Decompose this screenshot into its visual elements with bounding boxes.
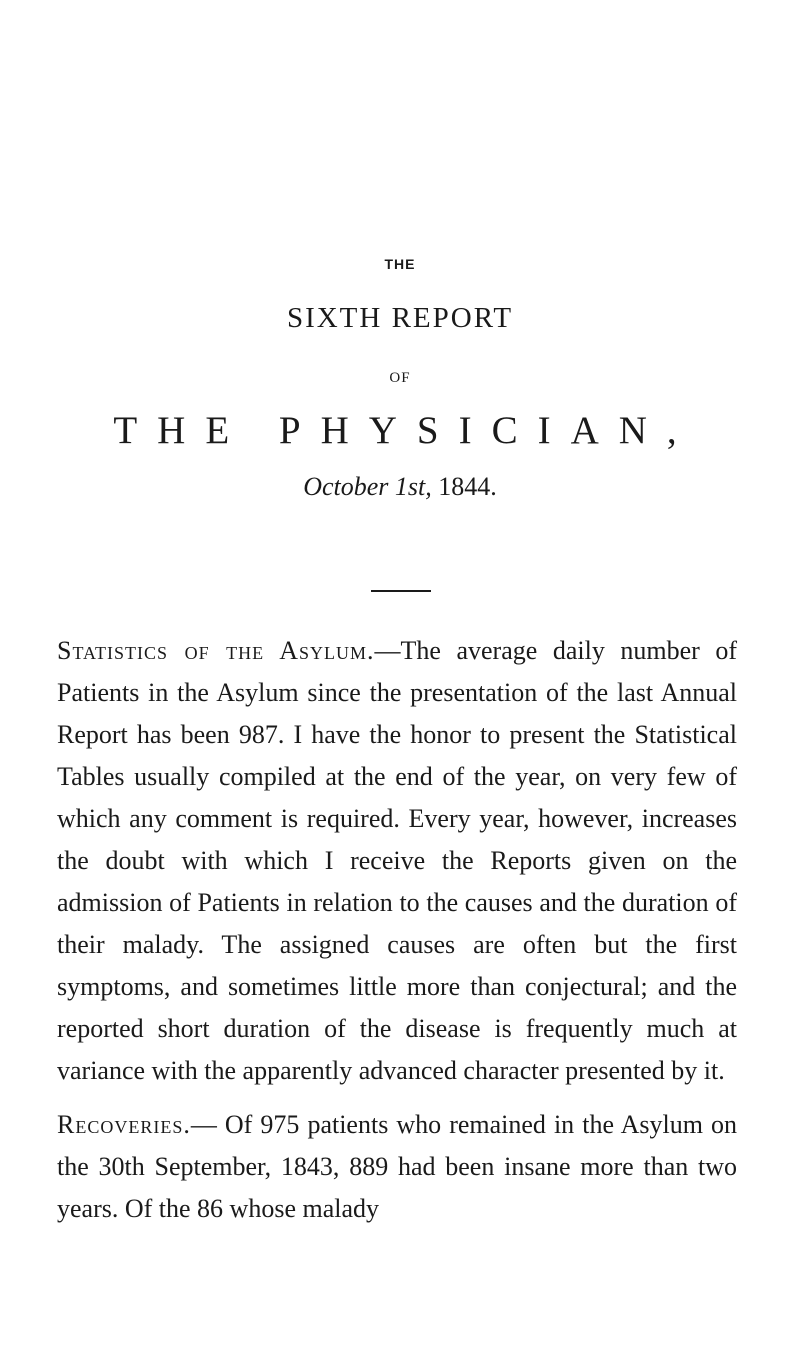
title-the: THE <box>384 256 416 272</box>
paragraph-recoveries <box>57 1104 737 1230</box>
report-date <box>0 472 800 502</box>
heading-separator: — <box>374 636 401 665</box>
report-title: SIXTH REPORT <box>286 302 514 334</box>
section-heading-recoveries: Recoveries. <box>57 1110 191 1139</box>
paragraph-statistics <box>57 630 737 1092</box>
physician-title: THE PHYSICIAN, <box>113 409 697 452</box>
title-of: OF <box>389 370 411 386</box>
paragraph-text-statistics: The average daily number of Patients in the Asylum since the presentation of the last Annual Report has been 987. I have the honor to present the Statistical Tables usually compiled at the end of the year, on very few of which any comment is required. Every year, however, increases the doubt with which I receive the Reports given on the admission of Patients in relation to the causes and the duration of their malady. The assigned causes are often but the first symptoms, and sometimes little more than conjectural; and the reported short duration of the disease is frequently much at variance with the apparently advanced character presented by it. <box>57 636 738 1085</box>
paragraph-text-recoveries: Of 975 patients who remained in the Asylum on the 30th September, 1843, 889 had been insane more than two years. Of the 86 whose malady <box>57 1110 738 1223</box>
date-month: October <box>303 472 389 501</box>
body-text <box>57 630 737 1242</box>
date-day: 1st, <box>394 472 432 501</box>
heading-separator: — <box>190 1110 225 1139</box>
date-year: 1844. <box>438 472 497 501</box>
section-divider <box>371 590 431 592</box>
section-heading-statistics: Statistics of the Asylum. <box>57 636 375 665</box>
